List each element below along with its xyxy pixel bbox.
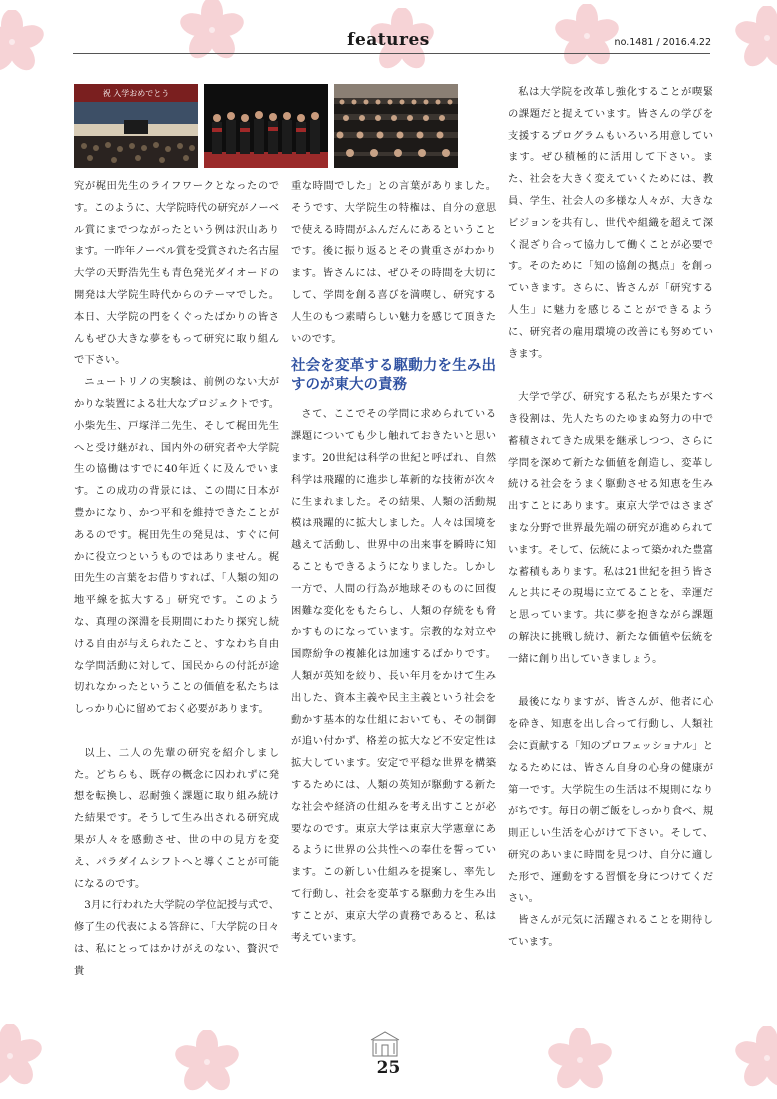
paragraph: ニュートリノの実験は、前例のない大がかりな装置による壮大なプロジェクトです。小柴先生、戸塚洋二先生、そして梶田先生へと受け継がれ、国内外の研究者や大学院生の協働はすでに40年近くに及んでいます。この成功の背景には、この間に日本が豊かになり、かつ平和を維持できたことがあるのです。梶田先生の発見は、すぐに何かに役立つというものではありません。梶田先生の言葉をお借りすれば、「人類の知の地平線を拡大する」研究です。このような、真理の深淵を長期間にわたり探究し続ける自由が与えられたこと、すなわち自由な学問活動に対して、国民からの付託が途切れなかったということの価値を私たちはしっかり心に留めておく必要があります。 xyxy=(74,376,279,716)
section-heading: 社会を変革する駆動力を生み出すのが東大の責務 xyxy=(291,357,496,394)
photo-stage-faculty xyxy=(204,84,328,168)
text-column-3 xyxy=(508,82,713,954)
issue-info: no.1481 / 2016.4.22 xyxy=(614,37,711,48)
paragraph: さて、ここでその学問に求められている課題についても少し触れておきたいと思います。20世紀は科学の世紀と呼ばれ、自然科学は飛躍的に進歩し革新的な技術が次々に生まれました。その結果、人類の活動規模は飛躍的に拡大しました。人々は国境を越えて活動し、世界中の出来事を瞬時に知ることもできるようになりました。しかし一方で、人間の行為が地球そのものに回復困難な変化をもたらし、人類の存続をも脅かすものになっています。宗教的な対立や国際紛争の複雑化は加速するばかりです。人類が英知を絞り、長い年月をかけて生み出した、資本主義や民主主義という社会を動かす基本的な仕組においても、その制御が追い付かず、格差の拡大など不安定性は拡大しています。安定で平穏な世界を構築するためには、人類の英知が駆動する新たな社会や経済の仕組みを考え出すことが必要なのです。東京大学は東京大学憲章にあるように世界の公共性への奉仕を誓っています。この新しい仕組みを提案し、率先して行動し、社会を変革する駆動力を生み出すことが、東京大学の責務であると、私は考えています。 xyxy=(291,408,496,944)
paragraph: 重な時間でした」との言葉がありました。そうです、大学院生の特権は、自分の意思で使える時間がふんだんにあるということです。後に振り返るとその貴重さがわかります。皆さんには、ぜひその時間を大切にして、学問を創る喜びを満喫し、研究する人生のもつ素晴らしい魅力を感じて頂きたいのです。 xyxy=(291,180,496,345)
paragraph: 大学で学び、研究する私たちが果たすべき役割は、先人たちのたゆまぬ努力の中で蓄積されてきた成果を継承しつつ、さらに学問を深めて新たな価値を創造し、変革し続ける社会をうまく駆動させる知恵を生み出すことにあります。東京大学ではさまざまな分野で世界最先端の研究が進められています。そして、伝統によって築かれた豊富な蓄積もあります。私は21世紀を担う皆さんと共にその現場に立てることを、幸運だと思っています。共に夢を抱きながら課題の解決に挑戦し続け、新たな価値や伝統を一緒に創り出していきましょう。 xyxy=(508,391,713,665)
paragraph: 3月に行われた大学院の学位記授与式で、修了生の代表による答辞に、「大学院の日々は、私にとってはかけがえのない、贅沢で貴 xyxy=(74,899,279,977)
university-gate-logo-icon xyxy=(370,1030,400,1058)
page-number: 25 xyxy=(376,1058,401,1078)
banner-text: 祝 入学おめでとう xyxy=(102,89,170,98)
paragraph: 皆さんが元気に活躍されることを期待しています。 xyxy=(508,914,713,949)
photo-ceremony-hall xyxy=(74,84,198,168)
text-column-2 xyxy=(291,176,496,949)
cherry-blossom-icon xyxy=(0,1024,42,1088)
header-divider xyxy=(73,53,710,54)
photo-audience xyxy=(334,84,458,168)
text-column-1 xyxy=(74,176,279,982)
paragraph: 以上、二人の先輩の研究を紹介しました。どちらも、既存の概念に囚われずに発想を転換し、忍耐強く課題に取り組み続けた結果です。そうして生み出される研究成果が人々を感動させ、世の中の見方を変え、パラダイムシフトへと導くことが可能になるのです。 xyxy=(74,746,279,890)
paragraph: 私は大学院を改革し強化することが喫緊の課題だと捉えています。皆さんの学びを支援するプログラムもいろいろ用意しています。ぜひ積極的に活用して下さい。また、社会を大きく変えていくためには、教員、学生、社会人の多様な人々が、大きなビジョンを共有し、世代や組織を超えて深く混ざり合って協力して働くことが必要です。そのために「知の協創の拠点」を創っていきます。さらに、皆さんが「研究する人生」に魅力を感じることができるように、研究者の雇用環境の改善にも努めていきます。 xyxy=(508,86,713,360)
section-title: features xyxy=(347,30,430,50)
paragraph: 究が梶田先生のライフワークとなったのです。このように、大学院時代の研究がノーベル賞にまでつながったという例は沢山あります。一昨年ノーベル賞を受賞された名古屋大学の天野浩先生も青色発光ダイオードの開発は大学院生時代からのテーマでした。本日、大学院の門をくぐったばかりの皆さんもぜひ大きな夢をもって研究に取り組んで下さい。 xyxy=(74,180,279,367)
paragraph: 最後になりますが、皆さんが、他者に心を砕き、知恵を出し合って行動し、人類社会に貢献する「知のプロフェッショナル」となるためには、皆さん自身の心身の健康が第一です。大学院生の生活は不規則になりがちです。毎日の朝ご飯をしっかり食べ、規則正しい生活を心がけて下さい。そして、研究のあいまに時間を見つけ、自分に適した形で、運動をする習慣を身につけてください。 xyxy=(508,696,714,905)
